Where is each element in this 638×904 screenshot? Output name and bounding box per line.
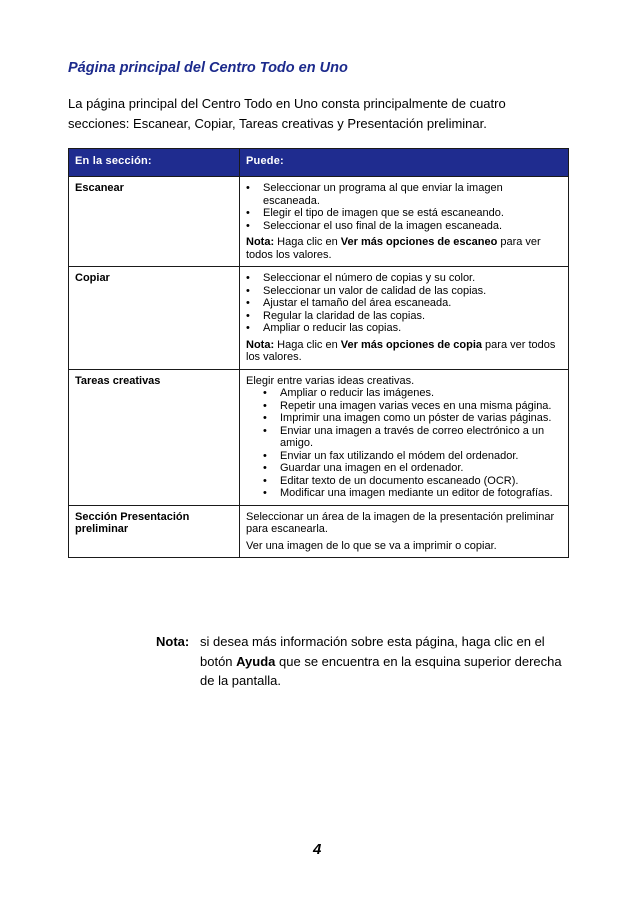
note-text: Haga clic en	[274, 236, 341, 248]
list-item: • Elegir el tipo de imagen que se está escaneando.	[246, 207, 562, 220]
list-item: • Seleccionar un programa al que enviar la imagen escaneada.	[246, 182, 562, 207]
footnote-text	[200, 632, 576, 691]
note	[246, 339, 562, 364]
table-row	[69, 369, 569, 505]
list-item: • Repetir una imagen varias veces en una misma página.	[263, 400, 562, 413]
section-name: Sección Presentación preliminar	[69, 505, 240, 558]
list-item: • Enviar una imagen a través de correo electrónico a un amigo.	[263, 425, 562, 450]
table-row	[69, 177, 569, 267]
footnote-text-part: que se encuentra en la esquina superior derecha de la pantalla.	[200, 653, 562, 688]
note-label: Nota:	[246, 236, 275, 248]
note-option-name: Ver más opciones de copia	[340, 338, 482, 351]
note-text: para ver todos los valores.	[246, 236, 541, 261]
list-item: • Editar texto de un documento escaneado (OCR).	[263, 475, 562, 488]
description-text: Seleccionar un área de la imagen de la presentación preliminar para escanearla.	[246, 510, 555, 535]
footnote-text-part: si desea más información sobre esta página, haga clic en el botón	[200, 634, 545, 669]
list-item: • Enviar un fax utilizando el módem del ordenador.	[263, 450, 562, 463]
section-description	[240, 505, 569, 558]
section-name: Escanear	[69, 177, 240, 267]
list-item: • Ampliar o reducir las imágenes.	[263, 387, 562, 400]
list-item: • Guardar una imagen en el ordenador.	[263, 462, 562, 475]
list-item: • Regular la claridad de las copias.	[246, 310, 562, 323]
list-item: • Seleccionar el uso final de la imagen escaneada.	[246, 220, 562, 233]
list-item: • Seleccionar el número de copias y su color.	[246, 272, 562, 285]
section-name: Tareas creativas	[69, 369, 240, 505]
table-row	[69, 505, 569, 558]
footnote-label: Nota:	[156, 634, 190, 649]
list-item: • Ampliar o reducir las copias.	[246, 322, 562, 335]
list-item: • Ajustar el tamaño del área escaneada.	[246, 297, 562, 310]
page-number: 4	[313, 841, 322, 858]
bullet-list	[246, 182, 562, 232]
section-name: Copiar	[69, 267, 240, 370]
header-can: Puede:	[240, 149, 569, 177]
sections-table	[68, 148, 569, 558]
note-text: para ver todos los valores.	[246, 338, 556, 363]
description-text: Ver una imagen de lo que se va a imprimir o copiar.	[246, 539, 497, 552]
intro-paragraph: La página principal del Centro Todo en Uno consta principalmente de cuatro secciones: Escanear, Copiar, Tareas creativas y Presentación preliminar.	[68, 96, 506, 131]
footnote	[156, 632, 576, 691]
note	[246, 236, 562, 261]
note-option-name: Ver más opciones de escaneo	[340, 236, 498, 248]
list-item: • Seleccionar un valor de calidad de las copias.	[246, 285, 562, 298]
table-row	[69, 267, 569, 370]
section-description	[240, 267, 569, 370]
section-description	[240, 177, 569, 267]
bullet-list	[246, 272, 562, 335]
bullet-list	[263, 387, 562, 500]
help-button-name: Ayuda	[236, 653, 276, 669]
note-label: Nota:	[246, 338, 275, 351]
section-description	[240, 369, 569, 505]
list-item: • Modificar una imagen mediante un editor de fotografías.	[263, 487, 562, 500]
list-item: • Imprimir una imagen como un póster de varias páginas.	[263, 412, 562, 425]
section-intro: Elegir entre varias ideas creativas.	[246, 374, 415, 387]
page-title: Página principal del Centro Todo en Uno	[68, 60, 348, 76]
header-section: En la sección:	[69, 149, 240, 177]
note-text: Haga clic en	[274, 338, 341, 351]
table-header-row	[69, 149, 569, 177]
